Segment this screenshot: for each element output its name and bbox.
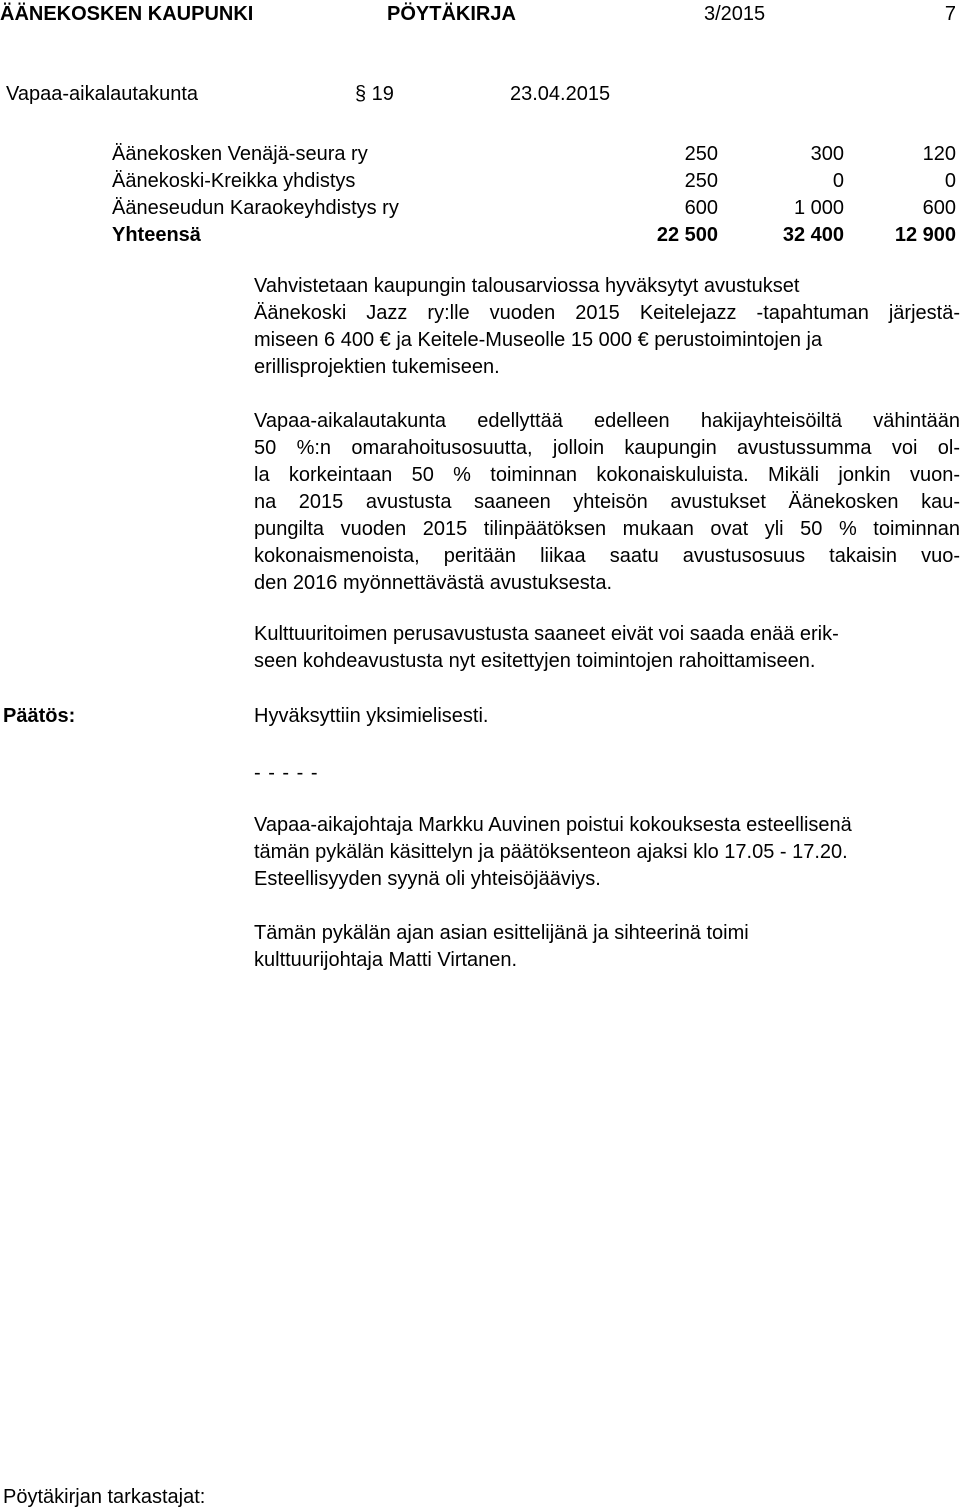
text-line: na 2015 avustusta saaneen yhteisön avustukset Äänekosken kau- [254,491,960,513]
row-value-2: 0 [832,170,844,192]
row-name: Äänekosken Venäjä-seura ry [112,143,368,165]
self-financing-paragraph [254,408,960,597]
text-line: 50 %:n omarahoitusosuutta, jolloin kaupungin avustussumma voi ol- [254,437,960,459]
committee-name: Vapaa-aikalautakunta [6,83,198,105]
text-line: erillisprojektien tukemiseen. [254,356,500,378]
row-value-1: 250 [684,170,718,192]
row-name: Äänekoski-Kreikka yhdistys [112,170,356,192]
total-value-2: 32 400 [782,224,844,246]
separator: - - - - - [254,762,319,784]
text-line: Kulttuuritoimen perusavustusta saaneet eivät voi saada enää erik- [254,623,839,645]
section-number: § 19 [355,83,394,105]
row-value-2: 300 [810,143,844,165]
row-name: Ääneseudun Karaokeyhdistys ry [112,197,399,219]
row-value-1: 600 [684,197,718,219]
decision-label: Päätös: [3,705,76,727]
row-value-3: 120 [922,143,956,165]
total-label: Yhteensä [112,224,201,246]
text-line: miseen 6 400 € ja Keitele-Museolle 15 000 € perustoimintojen ja [254,329,823,351]
row-value-1: 250 [684,143,718,165]
row-value-3: 0 [944,170,956,192]
document-type: PÖYTÄKIRJA [387,3,516,25]
text-line: Vahvistetaan kaupungin talousarviossa hyväksytyt avustukset [254,275,800,297]
decision-text: Hyväksyttiin yksimielisesti. [254,705,489,727]
page-number: 7 [944,3,956,25]
total-value-1: 22 500 [656,224,718,246]
row-value-3: 600 [922,197,956,219]
text-line: pungilta vuoden 2015 tilinpäätöksen mukaan ovat yli 50 % toiminnan [254,518,960,540]
text-line: den 2016 myönnettävästä avustuksesta. [254,572,613,594]
city-name: ÄÄNEKOSKEN KAUPUNKI [0,3,254,25]
text-line: la korkeintaan 50 % toiminnan kokonaiskuluista. Mikäli jonkin vuon- [254,464,960,486]
presenter-paragraph [254,920,960,974]
text-line: kokonaismenoista, peritään liikaa saatu avustusosuus takaisin vuo- [254,545,960,567]
disqualification-paragraph [254,812,960,893]
text-line: tämän pykälän käsittelyn ja päätöksenteon ajaksi klo 17.05 - 17.20. [254,841,848,863]
total-value-3: 12 900 [894,224,956,246]
row-value-2: 1 000 [793,197,844,219]
meeting-date: 23.04.2015 [510,83,611,105]
text-line: seen kohdeavustusta nyt esitettyjen toimintojen rahoittamiseen. [254,650,816,672]
document-number: 3/2015 [704,3,766,25]
minutes-checkers-label: Pöytäkirjan tarkastajat: [3,1486,206,1508]
culture-grant-paragraph [254,621,960,675]
text-line: Esteellisyyden syynä oli yhteisöjääviys. [254,868,601,890]
text-line: Tämän pykälän ajan asian esittelijänä ja sihteerinä toimi [254,922,749,944]
text-line: Äänekoski Jazz ry:lle vuoden 2015 Keitelejazz -tapahtuman järjestä- [254,302,960,324]
text-line: kulttuurijohtaja Matti Virtanen. [254,949,518,971]
grant-confirmation-paragraph [254,273,960,381]
text-line: Vapaa-aikalautakunta edellyttää edelleen hakijayhteisöiltä vähintään [254,410,960,432]
text-line: Vapaa-aikajohtaja Markku Auvinen poistui kokouksesta esteellisenä [254,814,852,836]
